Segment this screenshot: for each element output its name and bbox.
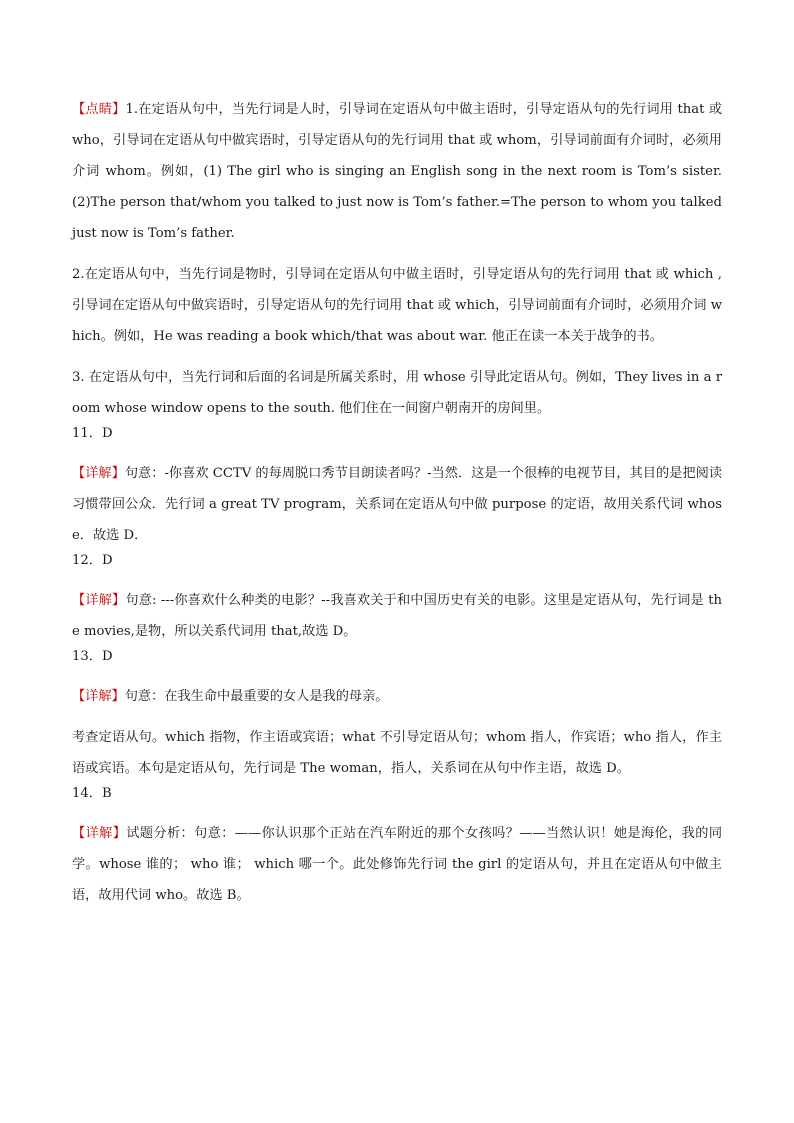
detail-tag: 【详解】 <box>72 593 126 608</box>
explanation-14-text: 试题分析：句意：——你认识那个正站在汽车附近的那个女孩吗？——当然认识！她是海伦，我的同学。whose 谁的； who 谁； which 哪一个。此处修饰先行词 the girl 的定语从句，并且在定语从句中做主语，故用代词 who。故选 B。 <box>72 826 723 903</box>
tip-tag: 【点睛】 <box>72 102 126 117</box>
detail-tag: 【详解】 <box>72 689 125 704</box>
explanation-13-analysis: 考查定语从句。which 指物，作主语或宾语；what 不引导定语从句；whom 指人，作宾语；who 指人，作主语或宾语。本句是定语从句，先行词是 The woman，指人，关系词在从句中作主语，故选 D。 <box>72 730 722 776</box>
tip-paragraph-2: 2.在定语从句中，当先行词是物时，引导词在定语从句中做主语时，引导定语从句的先行词用 that 或 which ,引导词在定语从句中做宾语时，引导定语从句的先行词用 that 或 which，引导词前面有介词时，必须用介词 which。例如，He was reading a book which/that was about war. 他正在读一本关于战争的书。 <box>72 267 722 344</box>
explanation-12-text: 句意: ---你喜欢什么种类的电影？--我喜欢关于和中国历史有关的电影。这里是定语从句，先行词是 the movies,是物，所以关系代词用 that,故选 D。 <box>72 593 722 639</box>
answer-11: 11．D <box>72 426 113 441</box>
answer-13: 13．D <box>72 649 113 664</box>
tip-paragraph-1 <box>72 94 722 249</box>
detail-tag: 【详解】 <box>72 466 125 481</box>
explanation-12 <box>72 585 722 647</box>
answer-12: 12．D <box>72 553 113 568</box>
tip-text-1: 1.在定语从句中，当先行词是人时，引导词在定语从句中做主语时，引导定语从句的先行词用 that 或 who，引导词在定语从句中做宾语时，引导定语从句的先行词用 that 或 whom，引导词前面有介词时，必须用介词 whom。例如，(1) The girl who is singing an English song in the next room is Tom’s sister. (2)The person that/whom you talked to just now is Tom’s father.=The person to whom you talked just now is Tom’s father. <box>72 102 723 241</box>
explanation-13 <box>72 681 722 712</box>
document-page <box>72 94 722 911</box>
explanation-11-text: 句意：-你喜欢 CCTV 的每周脱口秀节目朗读者吗？-当然．这是一个很棒的电视节目，其目的是把阅读习惯带回公众．先行词 a great TV program，关系词在定语从句中做 purpose 的定语，故用关系代词 whose．故选 D． <box>72 466 723 543</box>
explanation-11 <box>72 458 722 551</box>
explanation-13-text: 句意：在我生命中最重要的女人是我的母亲。 <box>124 689 389 704</box>
answer-14: 14．B <box>72 786 112 801</box>
detail-tag: 【详解】 <box>72 826 127 841</box>
tip-paragraph-3: 3. 在定语从句中，当先行词和后面的名词是所属关系时，用 whose 引导此定语从句。例如，They lives in a room whose window opens to the south. 他们住在一间窗户朝南开的房间里。 <box>72 370 722 416</box>
explanation-14 <box>72 818 722 911</box>
